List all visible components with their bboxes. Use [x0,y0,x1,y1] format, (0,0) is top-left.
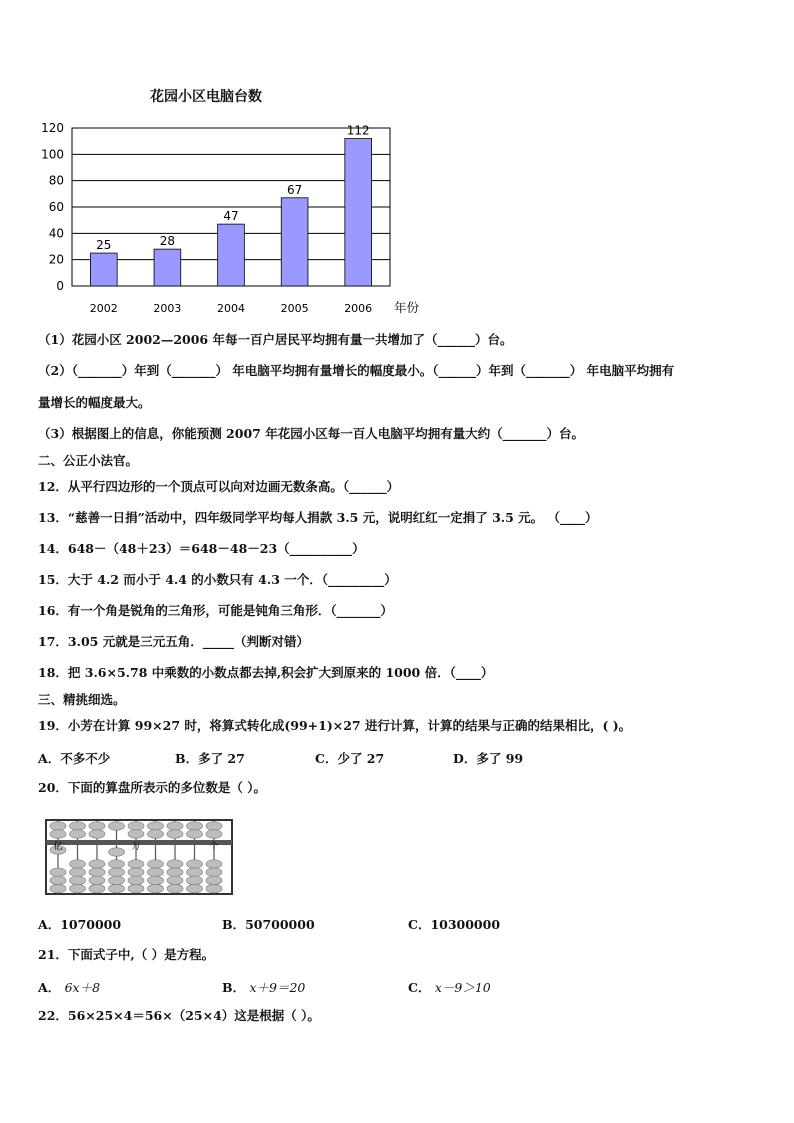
abacus-bead [206,868,222,877]
abacus-bead [109,884,125,893]
abacus-bead [109,860,125,869]
abacus-bead [206,822,222,831]
question-18: 18．把 3.6×5.78 中乘数的小数点都去掉,积会扩大到原来的 1000 倍．（____） [38,665,494,680]
abacus-bead [89,868,105,877]
bar [218,224,245,286]
abacus-bead [109,876,125,885]
y-tick-label: 40 [48,226,64,241]
abacus-bead [148,830,164,839]
abacus-bead [148,876,164,885]
abacus-bead [70,876,86,885]
abacus-bead [187,822,203,831]
abacus-bead [89,884,105,893]
abacus-bead [148,860,164,869]
abacus-bead [167,868,183,877]
section-3-heading: 三、精挑细选。 [38,692,126,707]
bar-value-label: 47 [223,209,239,224]
abacus-bead [187,860,203,869]
q21-option-b-expr: x＋9＝20 [249,980,306,995]
bar [154,249,181,286]
abacus-bead [50,876,66,885]
abacus-bead [206,860,222,869]
abacus-bead [70,884,86,893]
y-tick-label: 60 [48,200,64,214]
bar [345,139,372,286]
q21-option-a-letter: A． [38,980,61,995]
abacus-bead [70,860,86,869]
question-14: 14．648－（48＋23）＝648－48－23（__________） [38,541,365,556]
y-tick-label: 0 [56,279,64,293]
question-3: （3）根据图上的信息，你能预测 2007 年花园小区每一百人电脑平均拥有量大约（_______）台。 [38,426,584,441]
question-17: 17．3.05 元就是三元五角．_____（判断对错） [38,634,309,649]
chart-title: 花园小区电脑台数 [150,89,262,105]
abacus-bead [109,822,125,831]
abacus-image [44,818,236,898]
abacus-bead [109,848,125,857]
abacus-bead [50,822,66,831]
abacus-bead [148,868,164,877]
question-2-line-1: （2）（_______）年到（_______） 年电脑平均拥有量增长的幅度最小。（______）年到（_______） 年电脑平均拥有 [38,363,675,378]
x-category-label: 2006 [344,302,373,315]
abacus-bead [167,860,183,869]
abacus-bead [128,868,144,877]
abacus-bead [187,868,203,877]
abacus-bead [89,830,105,839]
abacus-bead [89,822,105,831]
abacus-bead [128,830,144,839]
abacus-bead [187,830,203,839]
section-2-heading: 二、公正小法官。 [38,453,139,468]
q21-option-c-letter: C． [408,980,431,995]
bar-chart [30,118,430,323]
abacus-bead [70,830,86,839]
q20-option-a[interactable]: A．1070000 [38,917,122,932]
bar [90,253,117,286]
q19-option-c[interactable]: C．少了 27 [315,751,385,766]
abacus-bead [50,868,66,877]
abacus-bead [167,822,183,831]
x-category-label: 2003 [153,302,182,315]
question-22: 22．56×25×4＝56×（25×4）这是根据（ ）。 [38,1008,320,1023]
bar-value-label: 25 [96,238,112,253]
q21-option-c[interactable] [408,978,491,996]
abacus-bead [167,876,183,885]
q20-option-b[interactable]: B．50700000 [222,917,315,932]
question-2-line-2: 量增长的幅度最大。 [38,395,151,410]
question-21: 21．下面式子中,（ ）是方程。 [38,947,215,962]
abacus-bead [50,884,66,893]
q21-option-c-expr: x－9＞10 [434,980,491,995]
x-category-label: 2004 [217,302,245,315]
abacus-bead [109,868,125,877]
question-15: 15．大于 4.2 而小于 4.4 的小数只有 4.3 一个．（_________） [38,572,397,587]
abacus-place-label: 个 [209,842,219,852]
q21-option-b[interactable] [222,978,305,996]
q19-option-a[interactable]: A．不多不少 [38,751,111,766]
question-16: 16．有一个角是锐角的三角形，可能是钝角三角形．（_______） [38,603,393,618]
bar [281,198,308,286]
q21-option-a[interactable] [38,978,100,996]
abacus-bead [128,884,144,893]
question-1: （1）花园小区 2002—2006 年每一百户居民平均拥有量一共增加了（______）台。 [38,332,513,347]
question-13: 13．“慈善一日捐”活动中，四年级同学平均每人捐款 3.5 元，说明红红一定捐了 3.5 元。 （____） [38,510,598,525]
abacus-bead [187,884,203,893]
abacus-bead [89,876,105,885]
q19-option-b[interactable]: B．多了 27 [175,751,245,766]
abacus-bead [187,876,203,885]
abacus-bead [70,822,86,831]
bar-value-label: 28 [159,234,176,249]
q20-option-c[interactable]: C．10300000 [408,917,501,932]
abacus-place-label: 亿 [53,842,63,852]
abacus-bead [206,830,222,839]
q21-option-b-letter: B． [222,980,246,995]
y-tick-label: 100 [41,147,64,162]
question-19: 19．小芳在计算 99×27 时，将算式转化成(99+1)×27 进行计算，计算的结果与正确的结果相比，( )。 [38,718,632,733]
bar-value-label: 112 [346,123,370,138]
question-12: 12．从平行四边形的一个顶点可以向对边画无数条高。（______） [38,479,400,494]
abacus-bead [128,822,144,831]
x-category-label: 2005 [280,302,309,315]
abacus-bead [167,830,183,839]
abacus-bead [70,868,86,877]
y-tick-label: 120 [41,121,64,135]
x-category-label: 2002 [89,302,118,315]
abacus-bead [128,860,144,869]
abacus-bead [167,884,183,893]
abacus-place-label: 万 [131,842,141,852]
q21-option-a-expr: 6x＋8 [64,980,101,995]
abacus-bead [89,860,105,869]
abacus-bead [206,876,222,885]
y-tick-label: 80 [48,173,64,188]
y-tick-label: 20 [48,252,64,267]
abacus-bead [206,884,222,893]
abacus-bead [128,876,144,885]
abacus-bead [148,884,164,893]
q19-option-d[interactable]: D．多了 99 [453,751,524,766]
x-axis-title: 年份 [394,300,420,315]
abacus-bead [50,830,66,839]
bar-value-label: 67 [286,182,303,197]
question-20: 20．下面的算盘所表示的多位数是（ ）。 [38,780,266,795]
abacus-bead [148,822,164,831]
